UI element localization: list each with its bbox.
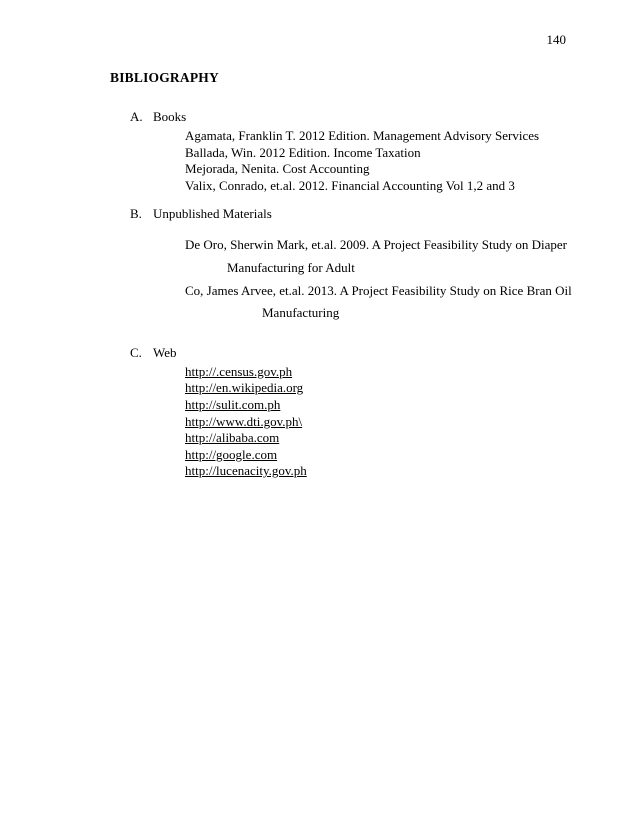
- bibliography-entry: Manufacturing: [262, 305, 340, 321]
- section-heading: [130, 344, 638, 361]
- bibliography-entry: De Oro, Sherwin Mark, et.al. 2009. A Project Feasibility Study on Diaper: [185, 237, 568, 253]
- page-title: BIBLIOGRAPHY: [110, 70, 219, 85]
- bibliography-link[interactable]: http://sulit.com.ph: [185, 396, 281, 412]
- bibliography-sections: [130, 108, 638, 480]
- bibliography-entry: Agamata, Franklin T. 2012 Edition. Management Advisory Services: [185, 128, 540, 143]
- bibliography-link[interactable]: http://en.wikipedia.org: [185, 380, 304, 396]
- bibliography-link[interactable]: http://.census.gov.ph: [185, 363, 293, 379]
- bibliography-section: [130, 108, 638, 194]
- bibliography-link[interactable]: http://alibaba.com: [185, 430, 280, 446]
- section-label: A.: [130, 109, 143, 124]
- section-entries: [185, 234, 638, 324]
- section-title: Web: [153, 344, 177, 360]
- section-entries: [185, 364, 638, 480]
- section-entries: [185, 128, 638, 194]
- bibliography-link[interactable]: http://lucenacity.gov.ph: [185, 463, 307, 479]
- bibliography-entry: Manufacturing for Adult: [227, 259, 355, 275]
- section-label: C.: [130, 344, 142, 360]
- bibliography-section: [130, 344, 638, 480]
- bibliography-entry: Mejorada, Nenita. Cost Accounting: [185, 161, 370, 177]
- section-heading: [130, 108, 638, 125]
- bibliography-section: [130, 205, 638, 324]
- bibliography-entry: Ballada, Win. 2012 Edition. Income Taxation: [185, 144, 421, 160]
- bibliography-entry: Co, James Arvee, et.al. 2013. A Project Feasibility Study on Rice Bran Oil: [185, 282, 572, 298]
- bibliography-link[interactable]: http://www.dti.gov.ph\: [185, 413, 303, 429]
- section-title: Unpublished Materials: [153, 206, 272, 222]
- bibliography-entry: Valix, Conrado, et.al. 2012. Financial Accounting Vol 1,2 and 3: [185, 177, 515, 193]
- bibliography-link[interactable]: http://google.com: [185, 446, 278, 462]
- section-heading: [130, 205, 638, 222]
- section-label: B.: [130, 206, 142, 222]
- section-title: Books: [153, 109, 187, 124]
- page-number: 140: [546, 32, 566, 47]
